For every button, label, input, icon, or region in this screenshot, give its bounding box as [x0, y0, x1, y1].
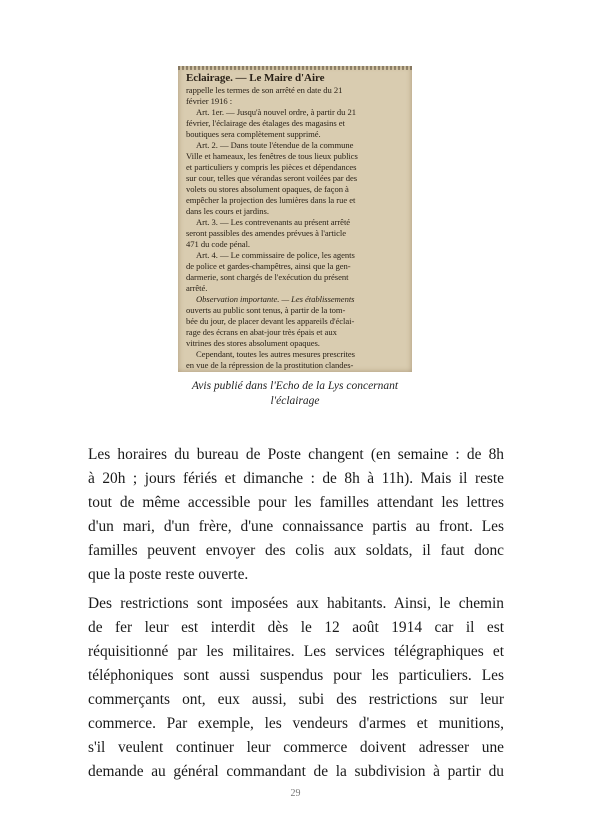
clipping-top-rule: [178, 66, 412, 70]
newspaper-clipping-image: [178, 66, 412, 372]
paragraph-line: Des restrictions sont imposées aux habitants. Ainsi, le chemin: [88, 595, 504, 612]
clipping-line: Art. 4. — Le commissaire de police, les agents: [196, 250, 355, 260]
clipping-line: seront passibles des amendes prévues à l'article: [186, 228, 346, 238]
paragraph-line: commerçants ont, eux aussi, subi des restrictions sur leur: [88, 691, 504, 708]
clipping-line: et particuliers y compris les pièces et dépendances: [186, 162, 357, 172]
clipping-line: boutiques sera complètement supprimé.: [186, 129, 321, 139]
paragraph-line: familles peuvent envoyer des colis aux soldats, il faut donc: [88, 542, 504, 559]
paragraph-line: s'il veulent continuer leur commerce doivent adresser une: [88, 739, 504, 756]
paragraph-line: d'un mari, d'un frère, d'une connaissance partis au front. Les: [88, 518, 504, 535]
paragraph-line: demande au général commandant de la subdivision à partir du: [88, 763, 504, 780]
clipping-line: 471 du code pénal.: [186, 239, 251, 249]
clipping-line: en vue de la répression de la prostitution clandes-: [186, 360, 354, 370]
clipping-line: de police et gardes-champêtres, ainsi que la gen-: [186, 261, 351, 271]
page-number: 29: [290, 788, 301, 799]
paragraph-line: de fer leur est interdit dès le 12 août 1914 car il est: [88, 619, 504, 636]
paragraph-line: à 20h ; jours fériés et dimanche : de 8h à 11h). Mais il reste: [88, 470, 504, 487]
clipping-line: ouverts au public sont tenus, à partir de la tom-: [186, 305, 346, 315]
clipping-line: vitrines des stores absolument opaques.: [186, 338, 320, 348]
paragraph-restrictions: [88, 592, 504, 784]
figure-caption-line-1: Avis publié dans l'Echo de la Lys concernant: [191, 380, 399, 392]
clipping-line: Ville et hameaux, les fenêtres de tous lieux publics: [186, 151, 358, 161]
clipping-line: volets ou stores absolument opaques, de façon à: [186, 184, 349, 194]
paragraph-line: que la poste reste ouverte.: [88, 566, 249, 583]
paragraph-line: téléphoniques sont aussi suspendus pour les particuliers. Les: [88, 667, 504, 684]
clipping-line: rage des écrans en abat-jour très épais et aux: [186, 327, 337, 337]
clipping-line: bée du jour, de placer devant les appareils d'éclai-: [186, 316, 355, 326]
clipping-line: darmerie, sont chargés de l'exécution du présent: [186, 272, 349, 282]
clipping-line: Art. 3. — Les contrevenants au présent arrêté: [196, 217, 351, 227]
clipping-line: arrêté.: [186, 283, 208, 293]
clipping-line: rappelle les termes de son arrêté en date du 21: [186, 85, 343, 95]
clipping-line: dans les cours et jardins.: [186, 206, 269, 216]
paragraph-line: tout de même accessible pour les familles attendant les lettres: [88, 494, 504, 511]
clipping-line: Cependant, toutes les autres mesures prescrites: [196, 349, 355, 359]
paragraph-line: commerce. Par exemple, les vendeurs d'armes et munitions,: [88, 715, 504, 732]
figure-caption-line-2: l'éclairage: [270, 395, 320, 407]
paragraph-line: réquisitionné par les militaires. Les services télégraphiques et: [88, 643, 504, 660]
clipping-line: empêcher la projection des lumières dans la rue et: [186, 195, 356, 205]
clipping-line: Art. 2. — Dans toute l'étendue de la commune: [196, 140, 354, 150]
clipping-line: Observation importante. — Les établissements: [196, 294, 355, 304]
paragraph-post-office: [88, 443, 504, 587]
clipping-line: février, l'éclairage des étalages des magasins et: [186, 118, 345, 128]
clipping-line: Eclairage. — Le Maire d'Aire: [186, 72, 325, 84]
clipping-line: Art. 1er. — Jusqu'à nouvel ordre, à partir du 21: [196, 107, 357, 117]
clipping-line: sur cour, telles que vérandas seront voilées par des: [186, 173, 358, 183]
clipping-line: février 1916 :: [186, 96, 233, 106]
paragraph-line: Les horaires du bureau de Poste changent (en semaine : de 8h: [88, 446, 504, 463]
